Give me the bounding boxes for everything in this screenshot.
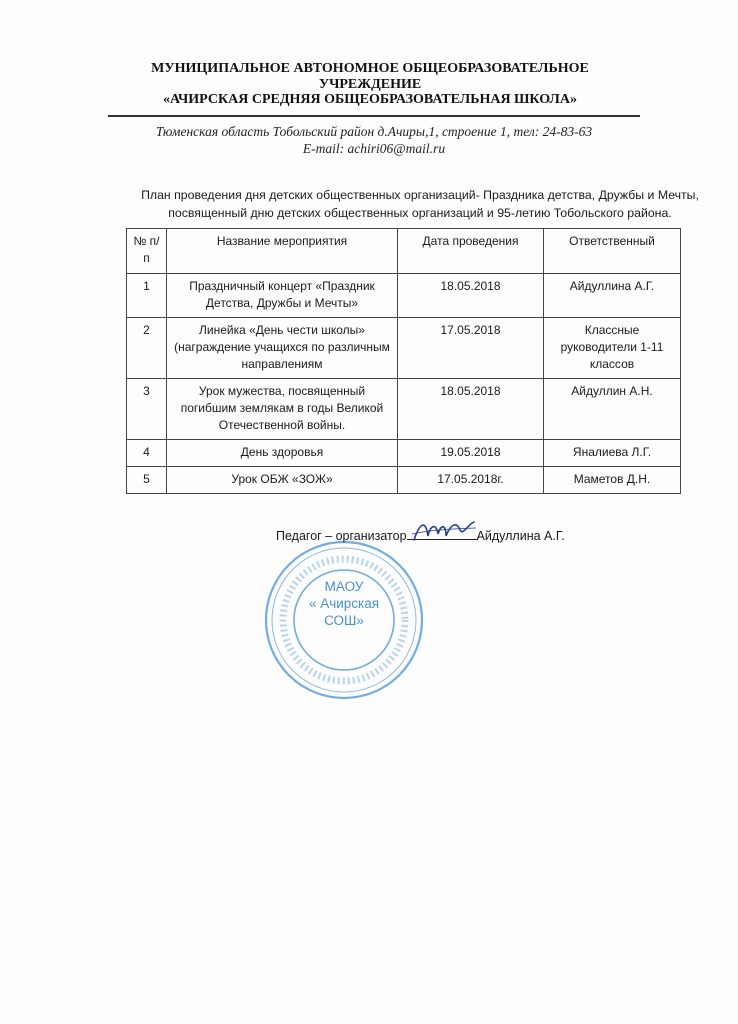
org-name-line3: «АЧИРСКАЯ СРЕДНЯЯ ОБЩЕОБРАЗОВАТЕЛЬНАЯ ШКОЛА» — [163, 92, 577, 107]
cell-date: 17.05.2018г. — [398, 467, 544, 494]
events-table — [126, 228, 681, 494]
cell-responsible: Айдуллин А.Н. — [544, 379, 681, 440]
table-row — [127, 379, 681, 440]
cell-responsible: Классные руководители 1-11 классов — [544, 318, 681, 379]
org-name-line1: МУНИЦИПАЛЬНОЕ АВТОНОМНОЕ ОБЩЕОБРАЗОВАТЕЛЬНОЕ УЧРЕЖДЕНИЕ — [151, 61, 589, 92]
cell-num: 3 — [127, 379, 167, 440]
cell-responsible: Яналиева Л.Г. — [544, 440, 681, 467]
handwritten-signature-icon — [410, 516, 480, 546]
cell-name: Урок мужества, посвященный погибшим землякам в годы Великой Отечественной войны. — [167, 379, 398, 440]
signer-name: Айдуллина А.Г. — [476, 529, 565, 543]
cell-num: 2 — [127, 318, 167, 379]
cell-date: 18.05.2018 — [398, 274, 544, 318]
cell-num: 4 — [127, 440, 167, 467]
cell-num: 5 — [127, 467, 167, 494]
address-line: Тюменская область Тобольский район д.Ачиры,1, строение 1, тел: 24-83-63 — [155, 124, 593, 139]
header-num: № п/п — [127, 229, 167, 274]
table-row — [127, 318, 681, 379]
signer-role: Педагог – организатор — [276, 529, 407, 543]
cell-responsible: Айдуллина А.Г. — [544, 274, 681, 318]
header-responsible: Ответственный — [544, 229, 681, 274]
table-row — [127, 440, 681, 467]
cell-responsible: Маметов Д.Н. — [544, 467, 681, 494]
email-line: E-mail: achiri06@mail.ru — [302, 141, 446, 156]
cell-name: Линейка «День чести школы» (награждение учащихся по различным направлениям — [167, 318, 398, 379]
stamp-text-line3: СОШ» — [324, 613, 364, 628]
table-row — [127, 467, 681, 494]
cell-name: Праздничный концерт «Праздник Детства, Дружбы и Мечты» — [167, 274, 398, 318]
cell-date: 18.05.2018 — [398, 379, 544, 440]
plan-title-line2: посвященный дню детских общественных организаций и 95-летию Тобольского района. — [168, 206, 672, 220]
header-date: Дата проведения — [398, 229, 544, 274]
header-divider — [108, 115, 640, 117]
stamp-text-line2: « Ачирская — [308, 596, 380, 611]
table-header-row — [127, 229, 681, 274]
stamp-text-line1: МАОУ — [324, 579, 364, 594]
table-row — [127, 274, 681, 318]
cell-num: 1 — [127, 274, 167, 318]
cell-name: День здоровья — [167, 440, 398, 467]
header-name: Название мероприятия — [167, 229, 398, 274]
school-stamp — [262, 538, 426, 707]
cell-date: 19.05.2018 — [398, 440, 544, 467]
cell-name: Урок ОБЖ «ЗОЖ» — [167, 467, 398, 494]
plan-title-line1: План проведения дня детских общественных организаций- Праздника детства, Дружбы и Мечты, — [141, 188, 699, 202]
cell-date: 17.05.2018 — [398, 318, 544, 379]
